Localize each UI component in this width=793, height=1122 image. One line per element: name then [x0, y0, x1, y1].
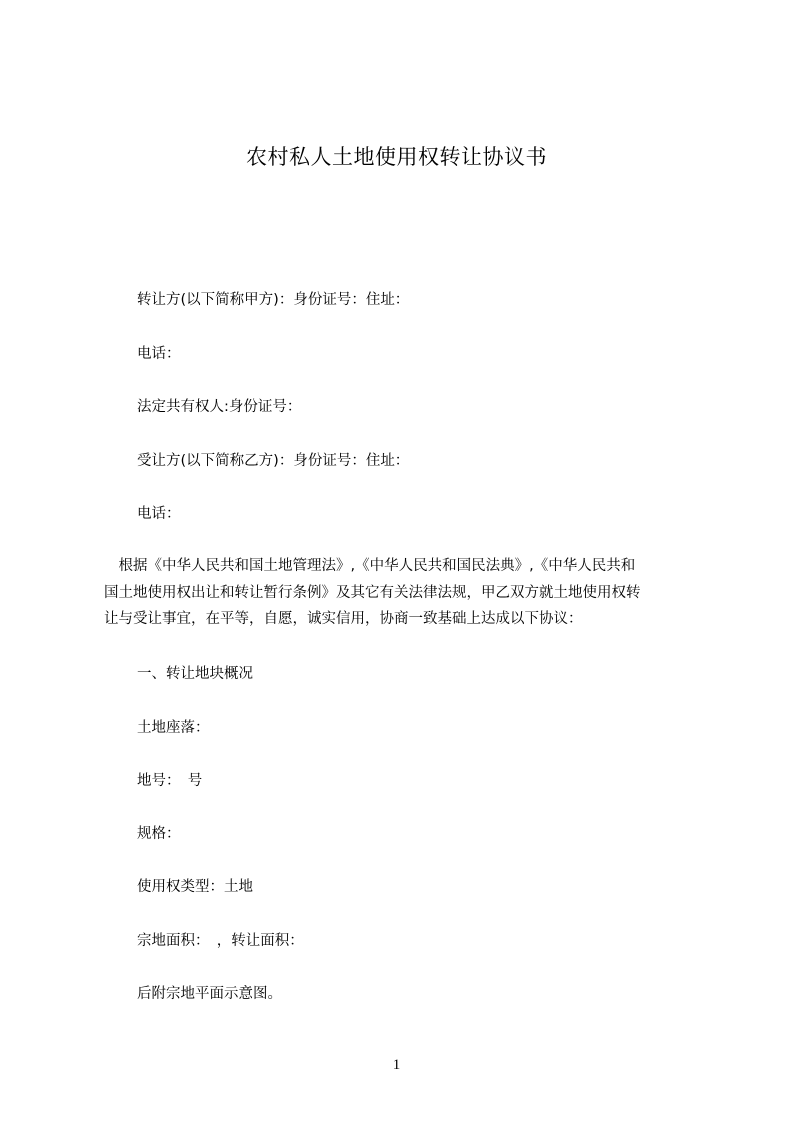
section-heading: 一、转让地块概况: [137, 666, 253, 682]
specification-line: 规格：: [137, 826, 181, 842]
document-title: 农村私人土地使用权转让协议书: [246, 145, 547, 169]
party-a-phone-line: 电话：: [137, 346, 181, 362]
party-b-line: 受让方(以下简称乙方)：身份证号：住址：: [137, 453, 410, 469]
preamble-paragraph: [104, 553, 704, 633]
preamble-line: 国土地使用权出让和转让暂行条例》及其它有关法律法规，甲乙双方就土地使用权转: [104, 584, 641, 601]
preamble-line: 根据《中华人民共和国土地管理法》,《中华人民共和国民法典》,《中华人民共和: [104, 558, 636, 574]
area-line: 宗地面积： ，转让面积：: [137, 933, 304, 949]
party-b-phone-line: 电话：: [137, 506, 181, 522]
page-number: 1: [392, 1057, 401, 1073]
party-a-line: 转让方(以下简称甲方)：身份证号：住址：: [137, 292, 410, 308]
preamble-line: 让与受让事宜，在平等，自愿，诚实信用，协商一致基础上达成以下协议：: [104, 611, 583, 627]
parcel-number-line: 地号： 号: [137, 773, 203, 789]
co-owner-line: 法定共有权人:身份证号：: [137, 399, 302, 415]
land-location-line: 土地座落：: [137, 720, 210, 736]
attachment-note-line: 后附宗地平面示意图。: [137, 986, 282, 1002]
right-type-line: 使用权类型：土地: [137, 879, 253, 895]
